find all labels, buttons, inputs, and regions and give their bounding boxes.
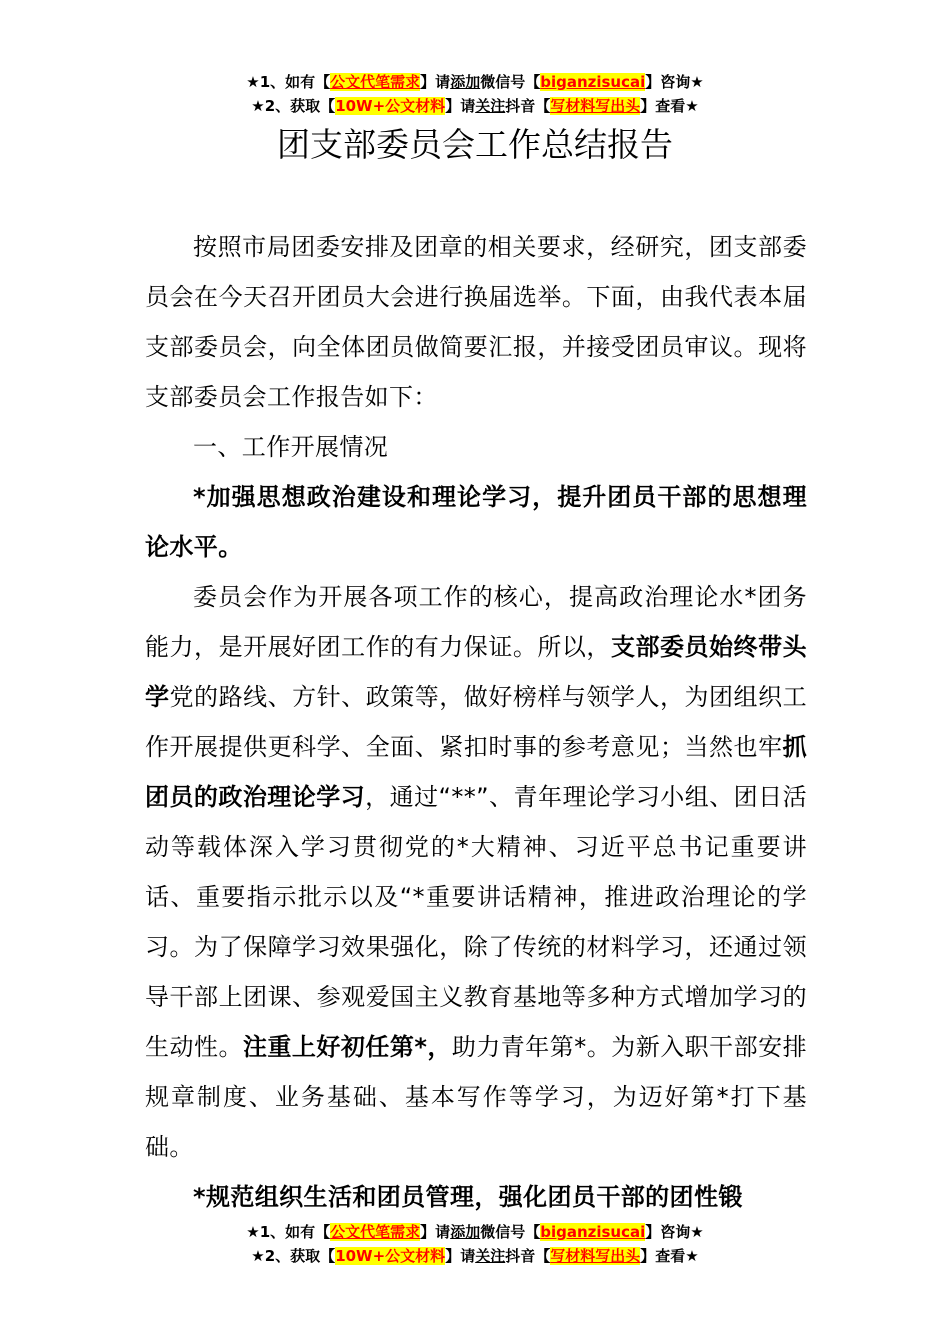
banner-douyin-id: 写材料写出头 bbox=[550, 1247, 641, 1265]
banner-text: 关注 bbox=[475, 97, 506, 115]
body-paragraph bbox=[145, 572, 807, 1172]
banner-text: ★1、如有【 bbox=[246, 1223, 331, 1241]
intro-paragraph: 按照市局团委安排及团章的相关要求，经研究，团支部委员会在今天召开团员大会进行换届选举。下面，由我代表本届支部委员会，向全体团员做简要汇报，并接受团员审议。现将支部委员会工作报告如下： bbox=[145, 233, 807, 411]
banner-text: 关注 bbox=[475, 1247, 506, 1265]
section-heading: 一、工作开展情况 bbox=[193, 433, 389, 461]
emphasis-text: 抓团员的政治理论学习 bbox=[145, 733, 807, 811]
banner-highlight: 公文代笔需求 bbox=[330, 1223, 421, 1241]
banner-text: 微信号【 bbox=[480, 73, 541, 91]
banner-text: 】查看★ bbox=[640, 97, 699, 115]
paragraph-text: ，通过“**”、青年理论学习小组、团日活动等载体深入学习贯彻党的*大精神、习近平总书记重要讲话、重要指示批示以及“*重要讲话精神，推进政治理论的学习。为了保障学习效果强化，除了传统的材料学习，还通过领导干部上团课、参观爱国主义教育基地等多种方式增加学习的生动性。 bbox=[145, 783, 807, 1061]
banner-line-2 bbox=[0, 1244, 950, 1268]
header-banner bbox=[0, 70, 950, 118]
banner-douyin-id: 写材料写出头 bbox=[550, 97, 641, 115]
paragraph-text: 助力青年第*。为新入职干部安排规章制度、业务基础、基本写作等学习，为迈好第*打下基础。 bbox=[145, 1033, 808, 1161]
emphasis-text: 注重上好初任第*， bbox=[242, 1033, 452, 1061]
banner-text: 添加 bbox=[450, 73, 481, 91]
banner-highlight: 10W+公文材料 bbox=[335, 1247, 446, 1265]
document-title: 团支部委员会工作总结报告 bbox=[277, 125, 673, 164]
paragraph-text: 党的路线、方针、政策等，做好榜样与领学人，为团组织工作开展提供更科学、全面、紧扣时事的参考意见；当然也牢 bbox=[145, 683, 807, 761]
banner-text: ★2、获取【 bbox=[251, 1247, 336, 1265]
banner-text: 】请 bbox=[445, 97, 476, 115]
banner-line-1 bbox=[0, 1220, 950, 1244]
banner-text: ★2、获取【 bbox=[251, 97, 336, 115]
emphasis-text: 支部委员始终带头学 bbox=[145, 633, 807, 711]
banner-text: 】咨询★ bbox=[645, 1223, 704, 1241]
banner-text: 添加 bbox=[450, 1223, 481, 1241]
subsection-heading: *规范组织生活和团员管理，强化团员干部的团性锻 bbox=[193, 1183, 743, 1211]
banner-highlight: 10W+公文材料 bbox=[335, 97, 446, 115]
banner-wechat-id: biganzisucai bbox=[540, 1223, 646, 1241]
banner-line-1 bbox=[0, 70, 950, 94]
banner-text: 微信号【 bbox=[480, 1223, 541, 1241]
banner-text: 】请 bbox=[445, 1247, 476, 1265]
document-body bbox=[145, 222, 807, 1222]
footer-banner bbox=[0, 1220, 950, 1268]
subsection-heading: *加强思想政治建设和理论学习，提升团员干部的思想理论水平。 bbox=[145, 483, 807, 561]
banner-highlight: 公文代笔需求 bbox=[330, 73, 421, 91]
banner-line-2 bbox=[0, 94, 950, 118]
banner-text: 】请 bbox=[420, 1223, 451, 1241]
banner-text: 】查看★ bbox=[640, 1247, 699, 1265]
banner-text: ★1、如有【 bbox=[246, 73, 331, 91]
banner-text: 】请 bbox=[420, 73, 451, 91]
banner-text: 】咨询★ bbox=[645, 73, 704, 91]
banner-wechat-id: biganzisucai bbox=[540, 73, 646, 91]
banner-text: 抖音【 bbox=[505, 97, 551, 115]
paragraph-text: 委员会作为开展各项工作的核心，提高政治理论水*团务能力，是开展好团工作的有力保证。所以， bbox=[145, 583, 807, 661]
banner-text: 抖音【 bbox=[505, 1247, 551, 1265]
